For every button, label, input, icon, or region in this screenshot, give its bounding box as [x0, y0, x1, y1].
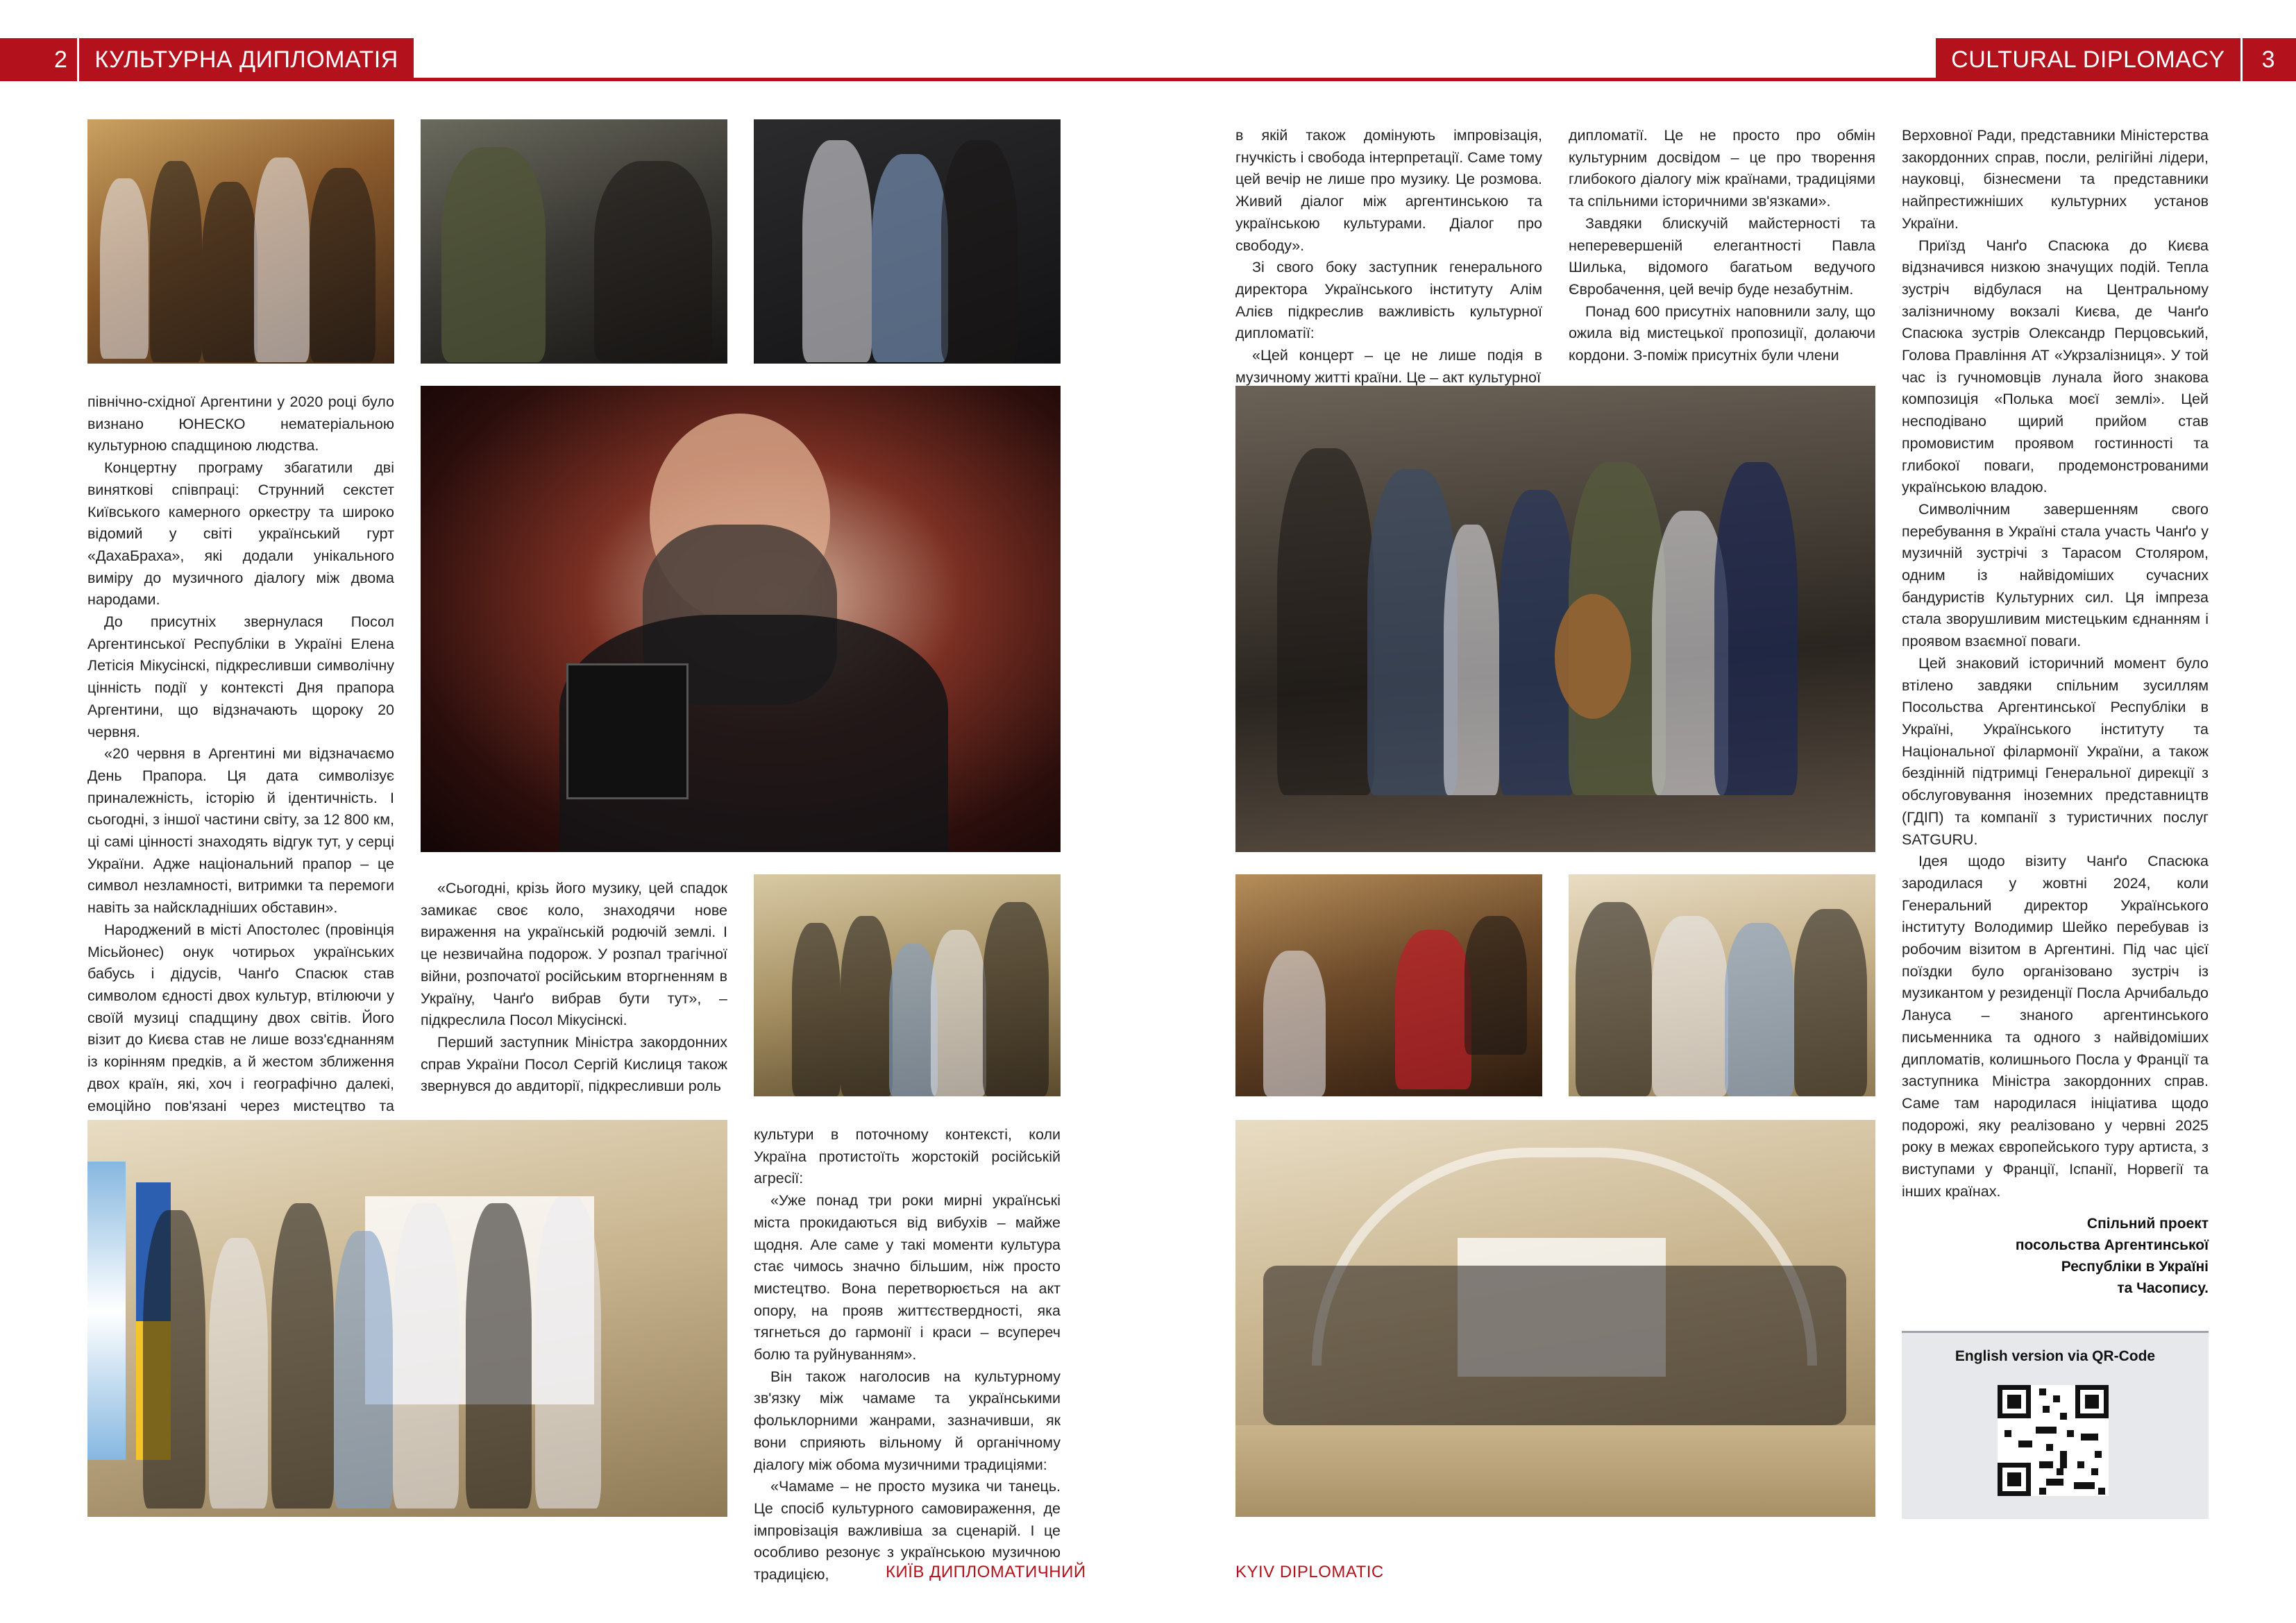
right-column-2	[1569, 125, 1875, 367]
paragraph: північно-східної Аргентини у 2020 році було визнано ЮНЕСКО нематеріальною культурною спадщиною людства.	[87, 393, 394, 454]
section-header	[1936, 38, 2296, 81]
paragraph: «Цей концерт – це не лише подія в музичному житті країни. Це – акт культурної	[1235, 347, 1542, 386]
photo-group-singers	[87, 119, 394, 364]
photo-soldier-handshake	[421, 119, 727, 364]
credit-line: та Часопису.	[2117, 1280, 2209, 1296]
page-number: 2	[54, 46, 68, 73]
right-column-1	[1235, 125, 1542, 389]
paragraph: Приїзд Чанґо Спасюка до Києва відзначився низкою значущих подій. Тепла зустріч відбулася на Центральному залізничному вокзалі Києва, де Чанґо Спасюка зустрів Олександр Перцовський, Голова Правління АТ «Укрзалізниця». У той час із гучномовців лунала його знакова композиція «Полька моєї землі». Цей несподівано щирий прийом став промовистим проявом гостинності та глибокої поваги, продемонстрованими українською владою.	[1902, 237, 2209, 496]
qr-caption: English version via QR-Code	[1955, 1348, 2156, 1364]
paragraph: Перший заступник Міністра закордонних справ України Посол Сергій Кислиця також звернувся до авдиторії, підкресливши роль	[421, 1033, 727, 1095]
photo-concert-hall-group	[1235, 1120, 1875, 1517]
photo-railway-station-welcome	[1235, 386, 1875, 852]
credit-line: посольства Аргентинської	[2015, 1237, 2209, 1253]
paragraph: Ідея щодо візиту Чанґо Спасюка зародилася у жовтні 2024, коли Генеральний директор Українського інституту Володимир Шейко перебував із робочим візитом в Аргентині. Під час цієї поїздки було організовано зустріч із музикантом у резиденції Посла Арчибальдо Лануса – знаного аргентинського письменника та одного з найвідоміших дипломатів, колишнього Посла у Франції та заступника Міністра закордонних справ. Саме там народилася ініціатива щодо подорожі, яку реалізовано у червні 2025 року в межах європейського туру артиста, з виступами у Франції, Іспанії, Норвегії та інших країнах.	[1902, 853, 2209, 1200]
paragraph: «Чамаме – не просто музика чи танець. Це спосіб культурного самовираження, де імпровізація важливіша за сценарій. І це особливо резонує з українською музичною традицією,	[754, 1478, 1061, 1583]
section-title: CULTURAL DIPLOMACY	[1951, 46, 2225, 73]
qr-panel	[1902, 1331, 2209, 1519]
photo-four-guests	[1569, 874, 1875, 1096]
paragraph: «Сьогодні, крізь його музику, цей спадок замикає своє коло, знаходячи нове вираження на українській родючій землі. І це незвичайна подорож. У розпал трагічної війни, розпочатої російським вторгненням в Україну, Чанґо вибрав бути тут», – підкреслила Посол Мікусінскі.	[421, 880, 727, 1029]
credit-line: Спільний проект	[2086, 1216, 2209, 1232]
paragraph: в якій також домінують імпровізація, гнучкість і свобода інтерпретації. Саме тому цей вечір не лише про музику. Це розмова. Живий діалог між аргентинською та українською культурами. Діалог про свободу».	[1235, 127, 1542, 254]
paragraph: Понад 600 присутніх наповнили залу, що ожила від мистецької пропозиції, долаючи кордони. З-поміж присутніх були члени	[1569, 303, 1875, 364]
left-column-2b	[754, 1124, 1061, 1586]
paragraph: Народжений в місті Апостолес (провінція Місьйонес) онук чотирьох українських бабусь і дідусів, Чанґо Спасюк став символом єдності двох культур, втілюючи у своїй музиці спадщину двох світів. Його візит до Києва став не лише возз'єднанням із корінням предків, а й жестом зближення двох країн, які, хоч і географічно далекі, емоційно пов'язані через мистецтво та	[87, 921, 394, 1114]
photo-three-guests	[754, 119, 1061, 364]
paragraph: Він також наголосив на культурному зв'язку між чамаме та українськими фольклорними жанрами, зазначивши, як вони сприяють вільному й органічному діалогу між обома музичними традиціями:	[754, 1368, 1061, 1473]
paragraph: Цей знаковий історичний момент було втілено завдяки спільним зусиллям Посольства Аргентинської Республіки в Україні, Українського інституту та Національної філармонії України, а також бездінній підтримці Генеральної дирекції з обслуговування іноземних представництв (ГДІП) та компанії з туристичних послуг SATGURU.	[1902, 654, 2209, 848]
page-footer: KYIV DIPLOMATIC	[1235, 1563, 1384, 1581]
page-number: 3	[2261, 46, 2275, 73]
paragraph: До присутніх звернулася Посол Аргентинської Республіки в Україні Елена Летісія Мікусінскі, підкресливши символічну цінність події у контексті Дня прапора Аргентини, що відзначають щороку 20 червня.	[87, 613, 394, 740]
paragraph: «Уже понад три роки мирні українські міста прокидаються від вибухів – майже щодня. Але саме у такі моменти культура стає чимось значно більшим, ніж просто мистецтво. Вона перетворюється на акт опору, на прояв життєствердності, яка тягнеться до гармонії і краси – всупереч болю та руйнуванням».	[754, 1192, 1061, 1363]
left-column-1	[87, 391, 394, 1139]
right-column-3	[1902, 125, 2209, 1203]
qr-code-icon[interactable]	[1998, 1385, 2109, 1496]
section-title: КУЛЬТУРНА ДИПЛОМАТІЯ	[94, 46, 398, 73]
photo-group-hall	[754, 874, 1061, 1096]
paragraph: дипломатії. Це не просто про обмін культурним досвідом – це про творення глибокого діалогу між країнами, традиціями та спільними історичними зв'язками».	[1569, 127, 1875, 210]
paragraph: Завдяки блискучій майстерності та неперевершеній елегантності Павла Шилька, відомого багатьом ведучого Євробачення, цей вечір буде незабутнім.	[1569, 214, 1875, 298]
paragraph: Символічним завершенням свого перебування в Україні стала участь Чанґо у музичній зустрічі з Тарасом Столяром, одним із найвідоміших сучасних бандуристів Культурних сил. Ця імпреза стала зворушливим мистецьким єднанням і проявом взаємної поваги.	[1902, 500, 2209, 650]
right-page	[1148, 0, 2296, 1623]
left-column-2a	[421, 878, 727, 1098]
photo-delegation-flags	[87, 1120, 727, 1517]
project-credit	[1902, 1213, 2209, 1299]
page-footer: КИЇВ ДИПЛОМАТИЧНИЙ	[886, 1563, 1086, 1581]
paragraph: «20 червня в Аргентині ми відзначаємо День Прапора. Ця дата символізує приналежність, історію й ідентичність. І сьогодні, з іншої частини світу, за 12 800 км, ці самі цінності знаходять відгук тут, у серці України. Адже національний прапор – це символ незламності, витримки та перемоги навіть за найскладніших обставин».	[87, 745, 394, 917]
paragraph: Зі свого боку заступник генерального директора Українського інституту Алім Алієв підкреслив важливість культурної дипломатії:	[1235, 259, 1542, 342]
credit-line: Республіки в Україні	[2061, 1259, 2209, 1275]
paragraph: Верховної Ради, представники Міністерства закордонних справ, посли, релігійні лідери, науковці, бізнесмени та представники найпрестижніших культурних установ України.	[1902, 127, 2209, 232]
photo-stage-greeting	[1235, 874, 1542, 1096]
paragraph: культури в поточному контексті, коли Україна протистоїть жорстокій російській агресії:	[754, 1126, 1061, 1187]
paragraph: Концертну програму збагатили дві виняткові співпраці: Струнний секстет Київського камерного оркестру та широко відомий у світі український гурт «ДахаБраха», які додали унікального виміру до музичного діалогу між двома народами.	[87, 459, 394, 609]
photo-accordion-performer	[421, 386, 1061, 852]
section-header	[0, 38, 414, 81]
